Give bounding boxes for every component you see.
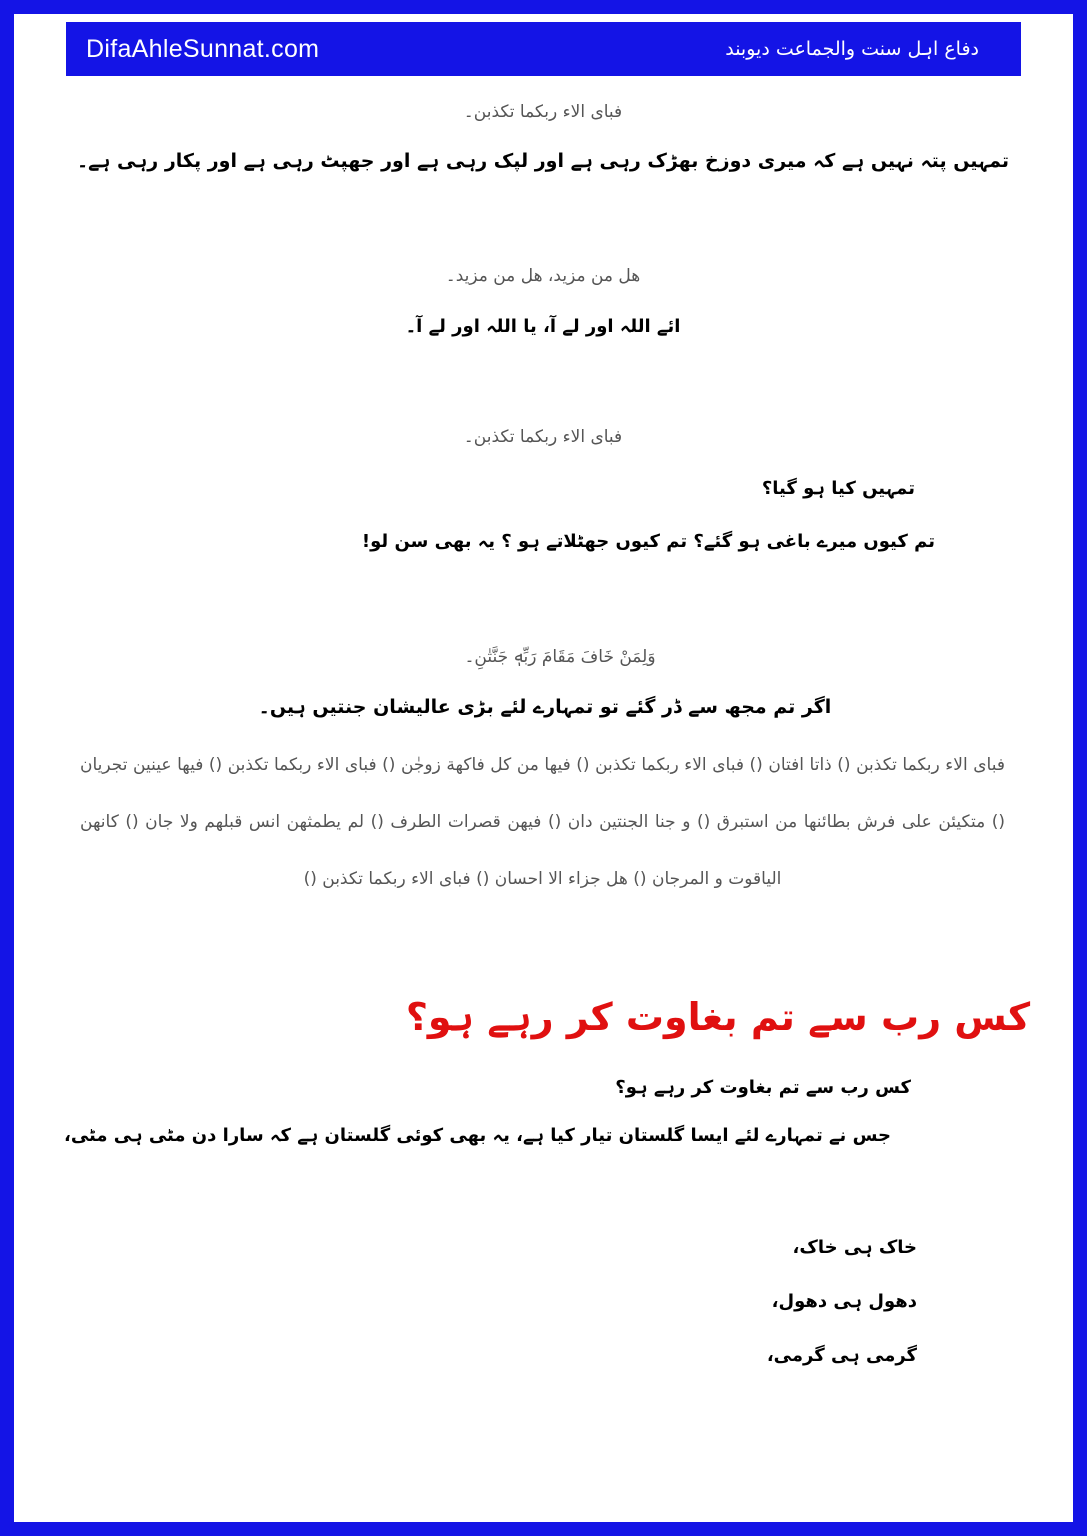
verse-line-3: هل من مزيد، هل من مزيد۔ xyxy=(445,266,641,286)
urdu-line-4: ائے اللہ اور لے آ، یا اللہ اور لے آ۔ xyxy=(405,316,681,337)
urdu-line-2: تمہیں پتہ نہیں ہے کہ میری دوزخ بھڑک رہی ہے اور لپک رہی ہے اور جھپٹ رہی ہے اور پکار رہی ہے۔ xyxy=(76,150,1010,172)
urdu-line-10: کس رب سے تم بغاوت کر رہے ہو؟ xyxy=(615,1077,911,1098)
urdu-line-9: اگر تم مجھ سے ڈر گئے تو تمہارے لئے بڑی عالیشان جنتیں ہیں۔ xyxy=(258,696,832,718)
section-heading: کس رب سے تم بغاوت کر رہے ہو؟ xyxy=(405,995,1031,1039)
urdu-line-7: تم کیوں میرے باغی ہو گئے؟ تم کیوں جھٹلاتے ہو ؟ یہ بھی سن لو! xyxy=(361,531,935,552)
urdu-line-12: خاک ہی خاک، xyxy=(792,1237,917,1258)
site-name[interactable]: DifaAhleSunnat.com xyxy=(86,34,320,63)
header-title: دفاع اہل سنت والجماعت دیوبند xyxy=(725,38,979,60)
urdu-line-6: تمہیں کیا ہو گیا؟ xyxy=(761,478,915,499)
page-header xyxy=(66,22,1021,76)
verse-line-1: فبای الاء ربکما تکذبن۔ xyxy=(463,102,623,122)
verse-line-8: وَلِمَنْ خَافَ مَقَامَ رَبِّهٖ جَنَّتٰنِ۔ xyxy=(464,647,656,667)
urdu-line-14: گرمی ہی گرمی، xyxy=(766,1345,917,1366)
urdu-line-13: دھول ہی دھول، xyxy=(771,1291,917,1312)
verse-line-5: فبای الاء ربکما تکذبن۔ xyxy=(463,427,623,447)
arabic-verses-paragraph: فبای الاء ربکما تکذبن () ذاتا افتان () فبای الاء ربکما تکذبن () فیھا من کل فاکھة زوجٰن () فبای الاء ربکما تکذبن () فيها عينين تجريان () متكيئن على فرش بطائنها من استبرق () و جنا الجنتين دان () فيهن قصرات الطرف () لم يطمثهن انس قبلهم ولا جان () كانهن الياقوت و المرجان () هل جزاء الا احسان () فبای الاء ربکما تکذبن () xyxy=(80,755,1005,889)
urdu-line-11: جس نے تمہارے لئے ایسا گلستان تیار کیا ہے، یہ بھی کوئی گلستان ہے کہ سارا دن مٹی ہی مٹی، xyxy=(63,1125,891,1146)
